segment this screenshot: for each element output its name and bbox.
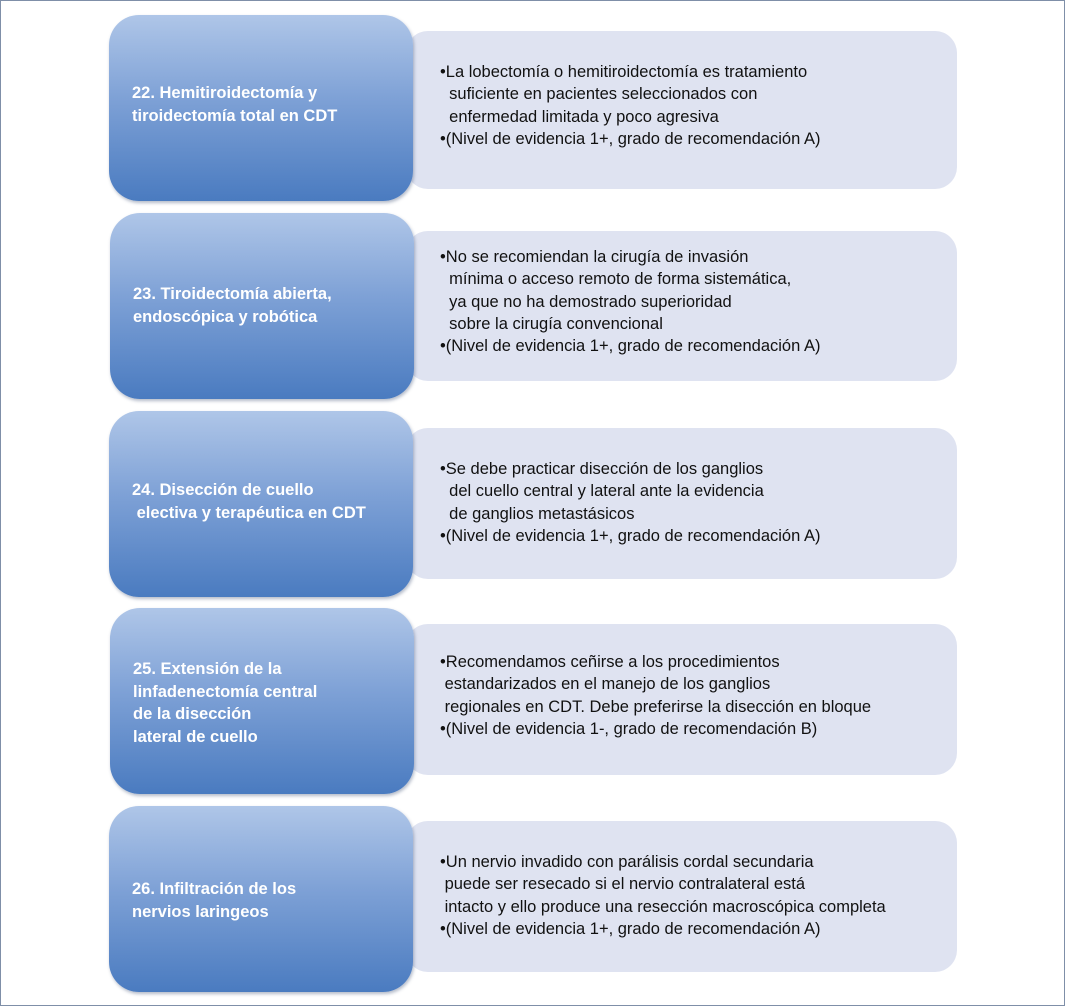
topic-tile-26 [109,806,413,992]
text-line: estandarizados en el manejo de los ganglios [440,675,771,694]
title-line: 26. Infiltración de los [132,880,297,898]
text-line: •Un nervio invadido con parálisis cordal secundaria [440,853,814,871]
topic-title [132,479,407,524]
recommendation-box-23 [406,231,957,381]
text-line: suficiente en pacientes seleccionados con [440,85,758,104]
text-line: mínima o acceso remoto de forma sistemática, [440,270,792,289]
text-line: puede ser resecado si el nervio contralateral está [440,875,806,894]
text-line: del cuello central y lateral ante la evidencia [440,482,764,501]
title-line: 24. Disección de cuello [132,481,314,499]
text-line: •Recomendamos ceñirse a los procedimientos [440,653,780,671]
text-line: intacto y ello produce una resección macroscópica completa [440,897,886,916]
recommendation-text [440,61,949,150]
text-line: sobre la cirugía convencional [440,314,663,333]
text-line: •Se debe practicar disección de los ganglios [440,460,764,478]
recommendation-box-26 [406,821,957,972]
topic-tile-22 [109,15,413,201]
title-line: nervios laringeos [132,902,269,921]
text-line: •(Nivel de evidencia 1+, grado de recomendación A) [440,526,821,545]
title-line: de la disección [133,705,252,723]
recommendation-box-25 [406,624,957,775]
text-line: •No se recomiendan la cirugía de invasión [440,248,749,266]
topic-tile-25 [110,608,414,794]
text-line: •(Nivel de evidencia 1+, grado de recomendación A) [440,129,821,148]
text-line: •(Nivel de evidencia 1+, grado de recomendación A) [440,919,821,938]
title-line: tiroidectomía total en CDT [132,106,338,125]
text-line: •La lobectomía o hemitiroidectomía es tratamiento [440,63,808,81]
topic-title [132,82,407,127]
title-line: 25. Extensión de la [133,660,282,678]
title-line: lateral de cuello [133,727,258,746]
text-line: regionales en CDT. Debe preferirse la disección en bloque [440,697,872,716]
topic-title [132,878,407,923]
title-line: 23. Tiroidectomía abierta, [133,285,332,303]
text-line: de ganglios metastásicos [440,504,635,523]
title-line: endoscópica y robótica [133,307,318,326]
recommendation-text [440,246,949,357]
title-line: 22. Hemitiroidectomía y [132,84,318,102]
title-line: linfadenectomía central [133,682,318,701]
recommendation-text [440,651,949,740]
recommendation-box-24 [406,428,957,579]
recommendation-text [440,851,949,940]
text-line: •(Nivel de evidencia 1-, grado de recomendación B) [440,719,818,738]
topic-tile-23 [110,213,414,399]
topic-title [133,658,408,748]
topic-title [133,283,408,328]
text-line: enfermedad limitada y poco agresiva [440,107,719,126]
topic-tile-24 [109,411,413,597]
recommendation-box-22 [406,31,957,189]
text-line: •(Nivel de evidencia 1+, grado de recomendación A) [440,337,821,356]
text-line: ya que no ha demostrado superioridad [440,292,732,311]
recommendation-text [440,458,949,547]
title-line: electiva y terapéutica en CDT [132,503,366,522]
